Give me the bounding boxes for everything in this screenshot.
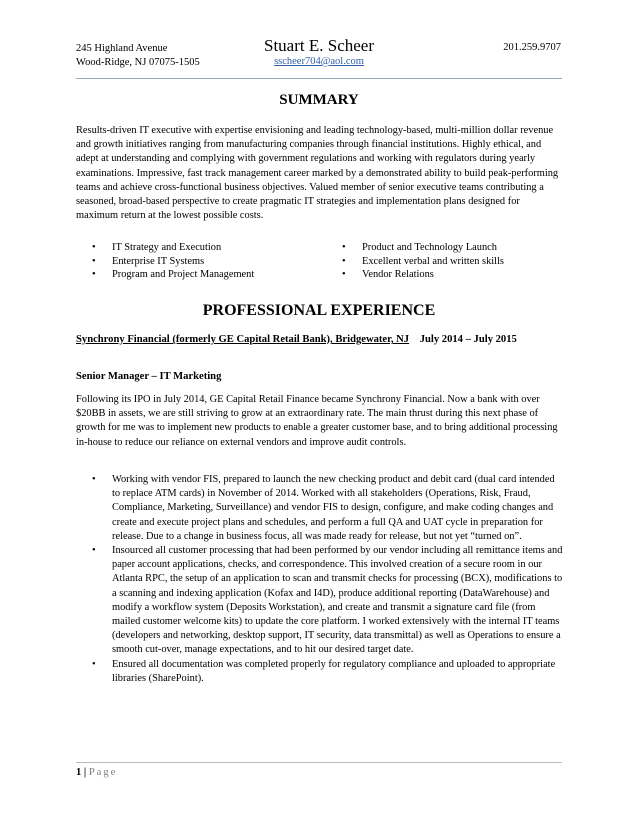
header-divider [76, 78, 562, 79]
skill-item: • Enterprise IT Systems [92, 255, 254, 269]
candidate-name: Stuart E. Scheer [264, 36, 374, 55]
footer-divider [76, 762, 562, 763]
skill-item: • Product and Technology Launch [342, 241, 504, 255]
accomplishments-list [92, 473, 564, 686]
job-intro: Following its IPO in July 2014, GE Capital Retail Finance became Synchrony Financial. Now a bank with over $20BB in assets, we are still striving to grow at an extraordinary rate. The main thrust during this next phase of growth for me was to implement new products to enable a greater customer base, and to bring additional processing in-house to reduce our reliance on external vendors and improve audit controls. [76, 394, 558, 448]
skill-item: • Vendor Relations [342, 268, 504, 282]
skills-column-right [342, 241, 504, 282]
address-line-1: 245 Highland Avenue [76, 43, 168, 54]
accomplishment-item: • Ensured all documentation was completed properly for regulatory compliance and uploaded to appropriate libraries (SharePoint). [92, 658, 564, 686]
page-label: Page [88, 767, 118, 778]
job-title: Senior Manager – IT Marketing [76, 371, 222, 382]
accomplishment-item: • Insourced all customer processing that had been performed by our vendor including all remittance items and paper account applications, checks, and correspondence. This involved creation of a secure room in our Atlanta RPC, the setup of an application to scan and transmit checks for processing (BCX), modifications to a scanning and indexing application (Kofax and I4D), produce additional reporting (DataWarehouse) and modify a workflow system (Deposits Workstation), and create and transmit a signature card file (from mailed customer welcome kits) to update the core platform. I worked extensively with the internal IT teams (developers and networking, desktop support, IT security, data transmittal) as well as Operations to ensure a smooth cut-over, manage expectations, and to hit our desired target date. [92, 544, 564, 658]
job-dates: July 2014 – July 2015 [419, 334, 517, 345]
job-header [76, 333, 564, 347]
address-line-2: Wood-Ridge, NJ 07075-1505 [76, 57, 200, 68]
skill-item: • Program and Project Management [92, 268, 254, 282]
company-name: Synchrony Financial (formerly GE Capital Retail Bank), Bridgewater, NJ [76, 334, 410, 345]
experience-heading: PROFESSIONAL EXPERIENCE [202, 302, 436, 319]
summary-heading: SUMMARY [279, 92, 359, 108]
footer-separator: | [83, 767, 87, 778]
summary-paragraph: Results-driven IT executive with expertise envisioning and leading technology-based, multi-million dollar revenue and growth initiatives ranging from manufacturing companies through financial institutions. Highly ethical, and adept at understanding and complying with government regulations and working with regulators during yearly examinations. Impressive, fast track management career marked by a demonstrated ability to build peak-performing teams and achieve cross-functional business objectives. Valued member of senior executive teams contributing a seasoned, broad-based perspective to create pragmatic IT strategies and implementation plans designed for maximum return at the lowest possible costs. [76, 125, 559, 222]
page-number: 1 [76, 767, 82, 778]
email-link[interactable]: sscheer704@aol.com [274, 56, 364, 67]
accomplishment-item: • Working with vendor FIS, prepared to launch the new checking product and debit card (dual card intended to replace ATM cards) in November of 2014. Worked with all stakeholders (Operations, Risk, Fraud, Compliance, Marketing, Surveillance) and vendor FIS to design, configure, and make coding changes and create and execute project plans and schedules, and perform a full QA and UAT cycle in preparation for release. Due to a change in business focus, all was made ready for release, but not yet “turned on”. [92, 473, 564, 544]
skill-item: • IT Strategy and Execution [92, 241, 254, 255]
phone-number: 201.259.9707 [503, 42, 561, 53]
page-footer [76, 767, 117, 778]
skills-column-left [92, 241, 254, 282]
skill-item: • Excellent verbal and written skills [342, 255, 504, 269]
